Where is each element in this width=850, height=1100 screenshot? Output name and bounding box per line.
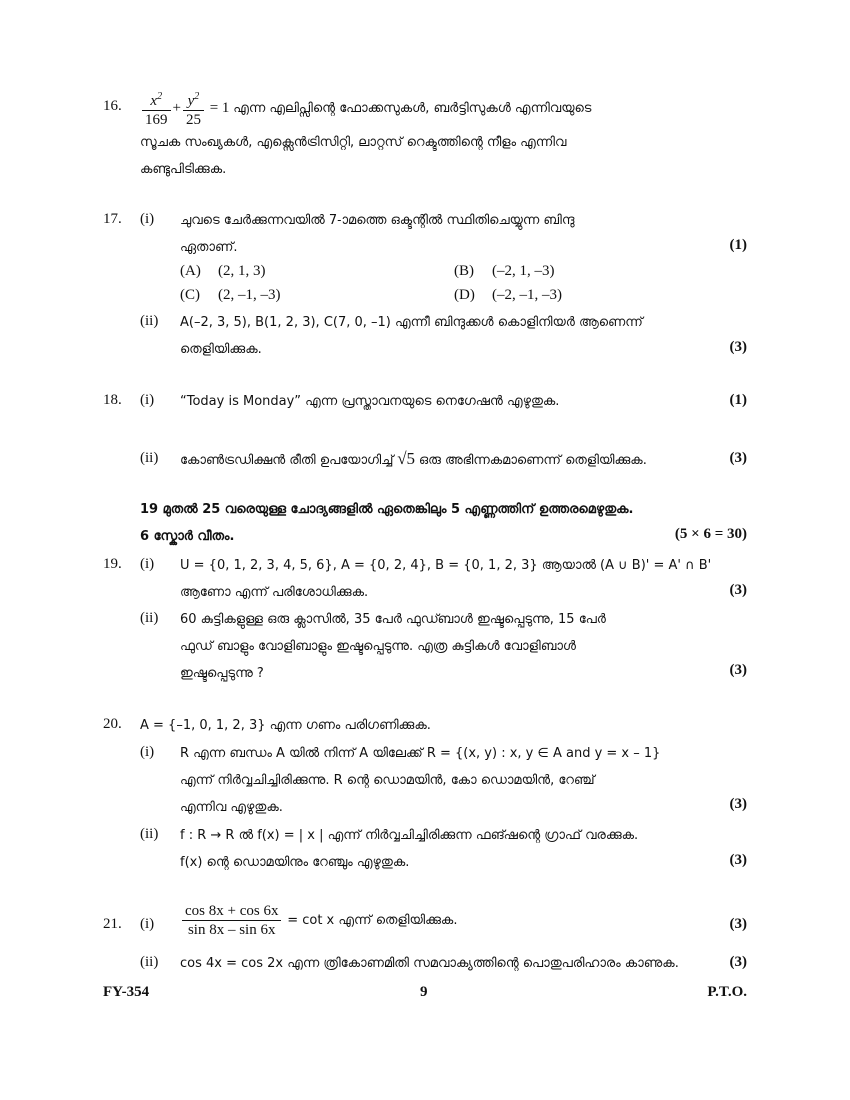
page-number: 9 <box>420 984 428 1000</box>
option-c-label: (C) <box>180 287 200 303</box>
paper-code: FY-354 <box>103 984 150 1000</box>
sub-label: (ii) <box>140 313 159 329</box>
marks: (3) <box>729 582 747 598</box>
section-line-2: 6 സ്കോർ വീതം. <box>140 529 235 544</box>
marks: (3) <box>729 450 747 466</box>
option-b: (–2, 1, –3) <box>492 263 555 279</box>
sub-text: R എന്ന ബന്ധം A യിൽ നിന്ന് A യിലേക്ക് R = {(x, y) : x, y ∈ A and y = x – 1} എന്ന് നിർവ്വചിച്ചിരിക്കുന്നു. R ന്റെ ഡൊമയിൻ, കോ ഡൊമയിൻ, റേഞ്ച് എന്നിവ എഴുതുക. <box>180 746 661 815</box>
sub-text: U = {0, 1, 2, 3, 4, 5, 6}, A = {0, 2, 4}, B = {0, 1, 2, 3} ആയാൽ (A ∪ B)' = A' ∩ B' ആണോ എന്ന് പരിശോധിക്കുക. <box>180 558 712 600</box>
sub-text: $\frac{\cos 8x + \cos 6x}{\sin 8x - \sin 6x}$ = cot x എന്ന് തെളിയിക്കുക. <box>180 902 740 939</box>
sub-text: 60 കുട്ടികളുള്ള ഒരു ക്ലാസിൽ, 35 പേർ ഫുഡ്ബാൾ ഇഷ്ടപ്പെടുന്നു, 15 പേർ ഫുഡ് ബാളും വോളിബാളും ഇഷ്ടപ്പെടുന്നു. എത്ര കുട്ടികൾ വോളിബാൾ ഇഷ്ടപ്പെടുന്നു ? <box>180 612 606 681</box>
sub-label: (i) <box>140 211 155 227</box>
marks: (3) <box>729 662 747 678</box>
option-a: (2, 1, 3) <box>218 263 266 279</box>
marks: (3) <box>729 852 747 868</box>
sqrt-5: √5 <box>397 449 416 468</box>
question-number: 17. <box>103 211 122 227</box>
question-text: $\frac{x^2}{169}$ + $\frac{y^2}{25}$ = 1 എന്ന എലിപ്സിന്റെ ഫോക്കസുകൾ, ബർട്ടിസുകൾ എന്നിവയുടെ സൂചക സംഖ്യകൾ, എക്സെൻട്രിസിറ്റി, ലാറ്റസ് റെക്ടത്തിന്റെ നീളം എന്നിവ കണ്ടുപിടിക്കുക. <box>140 88 715 183</box>
sub-text: ചുവടെ ചേർക്കുന്നവയിൽ 7-ാമത്തെ ഒക്ടന്റിൽ സ്ഥിതിചെയ്യുന്ന ബിന്ദു ഏതാണ്. <box>180 213 575 255</box>
fraction-x2-169: $\frac{x^2}{169}$ <box>142 88 171 129</box>
question-intro: A = {–1, 0, 1, 2, 3} എന്ന ഗണം പരിഗണിക്കുക. <box>140 718 431 733</box>
sub-text: കോൺട്രഡിക്ഷൻ രീതി ഉപയോഗിച്ച് √5 ഒരു അഭിന്നകമാണെന്ന് തെളിയിക്കുക. <box>180 449 647 468</box>
sub-label: (i) <box>140 392 155 408</box>
marks: (3) <box>729 339 747 355</box>
marks: (3) <box>729 916 747 932</box>
sub-label: (ii) <box>140 610 159 626</box>
sub-label: (i) <box>140 916 155 932</box>
marks: (1) <box>729 237 747 253</box>
option-a-label: (A) <box>180 263 201 279</box>
marks: (3) <box>729 796 747 812</box>
sub-text: f : R → R ൽ f(x) = | x | എന്ന് നിർവ്വചിച്ചിരിക്കുന്ന ഫങ്ഷന്റെ ഗ്രാഫ് വരക്കുക. f(x) ന്റെ ഡൊമയിനും റേഞ്ചും എഴുതുക. <box>180 828 639 870</box>
section-marks: (5 × 6 = 30) <box>674 526 747 542</box>
sub-label: (ii) <box>140 450 159 466</box>
sub-text: A(–2, 3, 5), B(1, 2, 3), C(7, 0, –1) എന്നീ ബിന്ദുക്കൾ കൊളിനിയർ ആണെന്ന് തെളിയിക്കുക. <box>180 315 643 357</box>
question-number: 19. <box>103 556 122 572</box>
sub-label: (ii) <box>140 826 159 842</box>
please-turn-over: P.T.O. <box>707 984 747 1000</box>
fraction-y2-25: $\frac{y^2}{25}$ <box>183 88 204 129</box>
option-c: (2, –1, –3) <box>218 287 281 303</box>
question-number: 16. <box>103 98 122 114</box>
question-number: 21. <box>103 916 122 932</box>
option-b-label: (B) <box>454 263 474 279</box>
sub-text: cos 4x = cos 2x എന്ന ത്രികോണമിതി സമവാക്യത്തിന്റെ പൊതുപരിഹാരം കാണുക. <box>180 956 679 971</box>
sub-label: (i) <box>140 744 155 760</box>
sub-text: “Today is Monday” എന്ന പ്രസ്താവനയുടെ നെഗേഷൻ എഴുതുക. <box>180 394 560 409</box>
question-number: 20. <box>103 716 122 732</box>
marks: (3) <box>729 954 747 970</box>
section-line-1: 19 മുതൽ 25 വരെയുള്ള ചോദ്യങ്ങളിൽ ഏതെങ്കിലും 5 എണ്ണത്തിന് ഉത്തരമെഴുതുക. <box>140 502 634 517</box>
sub-label: (i) <box>140 556 155 572</box>
marks: (1) <box>729 392 747 408</box>
question-number: 18. <box>103 392 122 408</box>
option-d-label: (D) <box>454 287 475 303</box>
sub-label: (ii) <box>140 954 159 970</box>
option-d: (–2, –1, –3) <box>492 287 562 303</box>
fraction-cos-sin: $\frac{\cos 8x + \cos 6x}{\sin 8x - \sin 6x}$ <box>182 902 281 939</box>
